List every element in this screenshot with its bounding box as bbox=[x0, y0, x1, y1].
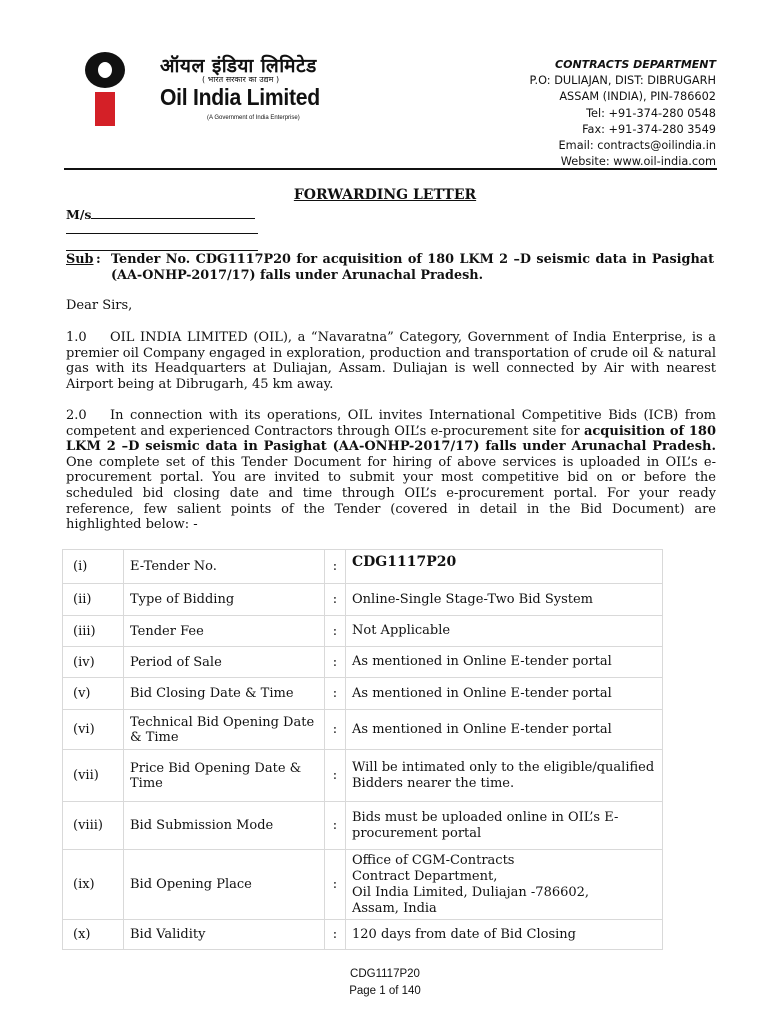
row-key: Tender Fee bbox=[124, 616, 325, 647]
bid-opening-place-line: Assam, India bbox=[352, 900, 437, 916]
row-colon: : bbox=[325, 584, 346, 616]
header-divider bbox=[64, 168, 717, 170]
email: Email: contracts@oilindia.in bbox=[558, 139, 716, 153]
row-key: Price Bid Opening Date & Time bbox=[124, 750, 325, 802]
table-row bbox=[63, 616, 663, 647]
row-number: (vi) bbox=[63, 710, 124, 750]
row-value: As mentioned in Online E-tender portal bbox=[346, 710, 663, 750]
row-number: (iv) bbox=[63, 647, 124, 678]
row-colon: : bbox=[325, 750, 346, 802]
paragraph-1 bbox=[66, 330, 716, 392]
row-key: E-Tender No. bbox=[124, 550, 325, 584]
row-colon: : bbox=[325, 647, 346, 678]
paragraph-2-number: 2.0 bbox=[66, 408, 87, 423]
row-colon: : bbox=[325, 710, 346, 750]
table-row bbox=[63, 710, 663, 750]
telephone: Tel: +91-374-280 0548 bbox=[586, 106, 716, 120]
row-number: (i) bbox=[63, 550, 124, 584]
bid-opening-place-line: Office of CGM-Contracts bbox=[352, 852, 515, 868]
logo-english-name: Oil India Limited bbox=[160, 84, 320, 110]
logo-hindi-name: ऑयल इंडिया लिमिटेड bbox=[160, 55, 317, 77]
row-colon: : bbox=[325, 678, 346, 710]
addressee-blank bbox=[91, 206, 255, 219]
fax: Fax: +91-374-280 3549 bbox=[582, 122, 716, 136]
table-row bbox=[63, 850, 663, 920]
row-colon: : bbox=[325, 550, 346, 584]
logo-hindi-tagline: ( भारत सरकार का उद्यम ) bbox=[202, 75, 280, 84]
row-value: Online-Single Stage-Two Bid System bbox=[346, 584, 663, 616]
addressee-prefix: M/s bbox=[66, 207, 92, 222]
paragraph-2-text-bold: acquisition of 180 LKM 2 –D seismic data in Pasighat (AA-ONHP-2017/17) falls under Arunachal Pradesh. bbox=[66, 423, 717, 455]
row-number: (v) bbox=[63, 678, 124, 710]
addressee-blank-line-2 bbox=[66, 233, 258, 234]
letter-title: FORWARDING LETTER bbox=[293, 187, 477, 203]
paragraph-2-text-b: One complete set of this Tender Document for hiring of above services is uploaded in OIL’s e-procurement portal. You are invited to submit your most competitive bid on or before the scheduled bid closing date and time through OIL’s e-procurement portal. For your ready reference, few salient points of the Tender (covered in detail in the Bid Document) are highlighted below: - bbox=[66, 454, 716, 533]
row-key: Bid Opening Place bbox=[124, 850, 325, 920]
paragraph-2 bbox=[66, 408, 716, 533]
row-value bbox=[346, 850, 663, 920]
row-key: Bid Submission Mode bbox=[124, 802, 325, 850]
row-value: As mentioned in Online E-tender portal bbox=[346, 647, 663, 678]
table-row bbox=[63, 802, 663, 850]
table-row bbox=[63, 678, 663, 710]
subject-text: Tender No. CDG1117P20 for acquisition of 180 LKM 2 –D seismic data in Pasighat (AA-ONHP-2017/17) falls under Arunachal Pradesh. bbox=[111, 252, 714, 283]
row-number: (x) bbox=[63, 920, 124, 950]
table-row bbox=[63, 584, 663, 616]
paragraph-1-number: 1.0 bbox=[66, 330, 87, 345]
row-key: Bid Closing Date & Time bbox=[124, 678, 325, 710]
contact-address-block bbox=[529, 57, 716, 170]
row-colon: : bbox=[325, 850, 346, 920]
row-key: Period of Sale bbox=[124, 647, 325, 678]
row-key: Type of Bidding bbox=[124, 584, 325, 616]
table-row bbox=[63, 750, 663, 802]
paragraph-2-text-a: In connection with its operations, OIL invites International Competitive Bids (ICB) from competent and experienced Contractors through OIL’s e-procurement site for bbox=[66, 408, 716, 439]
row-value: 120 days from date of Bid Closing bbox=[346, 920, 663, 950]
address-line-2: ASSAM (INDIA), PIN-786602 bbox=[559, 90, 716, 104]
subject-colon: : bbox=[96, 252, 101, 267]
row-value: Will be intimated only to the eligible/qualified Bidders nearer the time. bbox=[346, 750, 663, 802]
row-number: (iii) bbox=[63, 616, 124, 647]
logo-english-tagline: (A Government of India Enterprise) bbox=[207, 115, 300, 121]
salutation: Dear Sirs, bbox=[66, 298, 133, 313]
row-number: (vii) bbox=[63, 750, 124, 802]
oil-india-drop-logo-icon bbox=[82, 50, 128, 128]
row-colon: : bbox=[325, 802, 346, 850]
footer-document-number: CDG1117P20 bbox=[350, 968, 420, 980]
address-line-1: P.O: DULIAJAN, DIST: DIBRUGARH bbox=[529, 74, 716, 88]
subject-label: Sub bbox=[66, 252, 94, 267]
company-logo bbox=[82, 48, 372, 132]
table-row bbox=[63, 550, 663, 584]
bid-opening-place-line: Oil India Limited, Duliajan -786602, bbox=[352, 884, 590, 900]
row-value: Bids must be uploaded online in OIL’s E-procurement portal bbox=[346, 802, 663, 850]
row-number: (ii) bbox=[63, 584, 124, 616]
row-number: (ix) bbox=[63, 850, 124, 920]
addressee-blank-line-3 bbox=[66, 250, 258, 251]
row-value: As mentioned in Online E-tender portal bbox=[346, 678, 663, 710]
department-name: CONTRACTS DEPARTMENT bbox=[555, 58, 716, 71]
paragraph-1-text: OIL INDIA LIMITED (OIL), a “Navaratna” Category, Government of India Enterprise, is a premier oil Company engaged in exploration, production and transportation of crude oil & natural gas with its Headquarters at Duliajan, Assam. Duliajan is well connected by Air with nearest Airport being at Dibrugarh, 45 km away. bbox=[66, 330, 716, 392]
row-key: Technical Bid Opening Date & Time bbox=[124, 710, 325, 750]
row-key: Bid Validity bbox=[124, 920, 325, 950]
website: Website: www.oil-india.com bbox=[560, 155, 716, 169]
tender-details-table bbox=[62, 549, 663, 950]
row-value: Not Applicable bbox=[346, 616, 663, 647]
row-colon: : bbox=[325, 920, 346, 950]
row-number: (viii) bbox=[63, 802, 124, 850]
bid-opening-place-line: Contract Department, bbox=[352, 868, 498, 884]
addressee-line bbox=[66, 206, 255, 222]
footer-page-number: Page 1 of 140 bbox=[349, 985, 421, 997]
table-row bbox=[63, 920, 663, 950]
row-colon: : bbox=[325, 616, 346, 647]
page-footer bbox=[0, 966, 770, 1000]
row-value: CDG1117P20 bbox=[346, 550, 663, 584]
table-row bbox=[63, 647, 663, 678]
